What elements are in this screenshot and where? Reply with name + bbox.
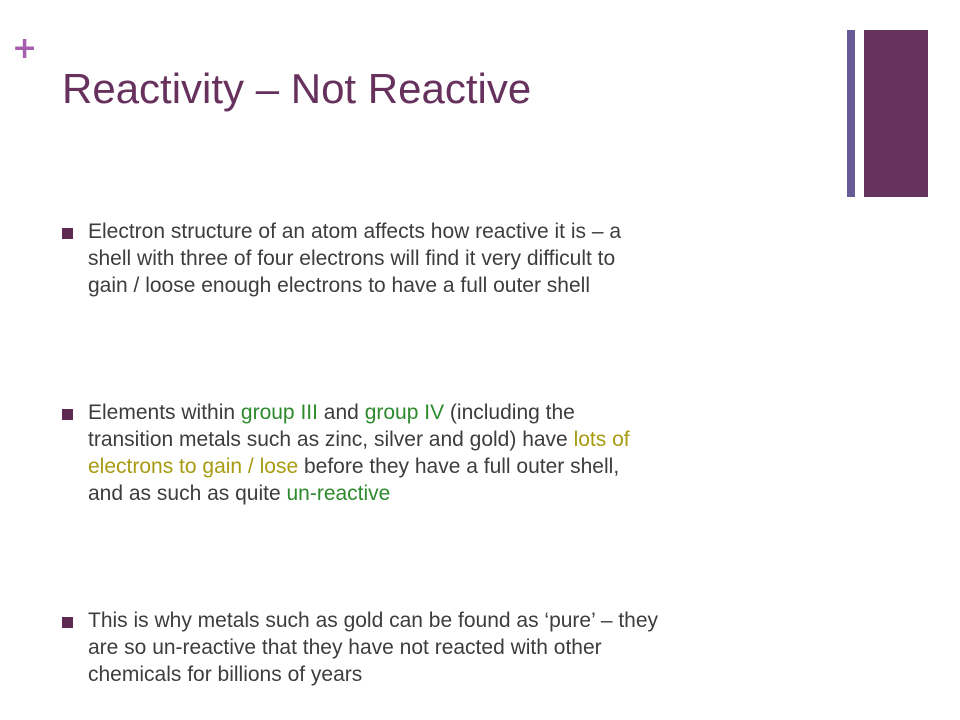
bullet-text: (including the — [444, 401, 575, 424]
bullet-text: before they have a full outer shell, — [298, 455, 620, 478]
decorative-bar-thin — [847, 30, 855, 197]
bullet-text: and — [317, 401, 365, 424]
bullet-text: Electron structure of an atom affects how reactive it is – a — [88, 220, 622, 243]
bullet-item — [62, 218, 832, 299]
bullet-square-icon — [62, 617, 73, 628]
bullet-text: Elements within — [88, 401, 241, 424]
highlighted-text: electrons to gain / lose — [88, 455, 299, 478]
slide-title: Reactivity – Not Reactive — [62, 65, 532, 112]
bullet-text: transition metals such as zinc, silver and gold) have — [88, 428, 574, 451]
bullet-line — [88, 272, 832, 299]
bullet-text: shell with three of four electrons will find it very difficult to — [88, 247, 616, 270]
bullet-text: This is why metals such as gold can be found as ‘pure’ – they — [88, 609, 659, 632]
bullet-line — [88, 399, 832, 426]
bullet-line — [88, 218, 832, 245]
plus-icon: + — [12, 31, 38, 66]
bullet-line — [88, 453, 832, 480]
bullet-square-icon — [62, 228, 73, 239]
bullet-line — [88, 245, 832, 272]
bullet-line — [88, 607, 832, 634]
bullet-text: chemicals for billions of years — [88, 663, 363, 686]
bullet-line — [88, 426, 832, 453]
bullet-line — [88, 634, 832, 661]
highlighted-text: group IV — [364, 401, 445, 424]
bullet-square-icon — [62, 409, 73, 420]
bullet-list — [62, 218, 832, 688]
highlighted-text: un-reactive — [286, 482, 391, 505]
bullet-line — [88, 480, 832, 507]
decorative-bar-wide — [864, 30, 928, 197]
bullet-item — [62, 399, 832, 507]
bullet-text: and as such as quite — [88, 482, 287, 505]
highlighted-text: group III — [240, 401, 318, 424]
highlighted-text: lots of — [573, 428, 630, 451]
bullet-text: gain / loose enough electrons to have a full outer shell — [88, 274, 591, 297]
bullet-line — [88, 661, 832, 688]
bullet-text: are so un-reactive that they have not reacted with other — [88, 636, 602, 659]
bullet-item — [62, 607, 832, 688]
